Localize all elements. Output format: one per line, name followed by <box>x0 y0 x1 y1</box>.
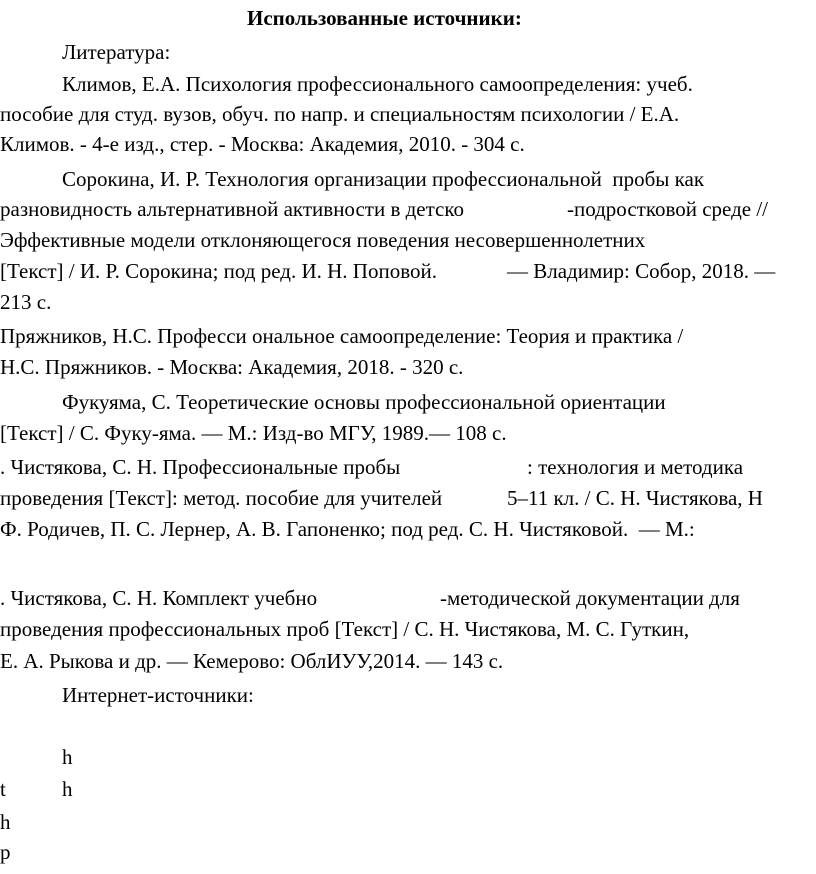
reference-line: Фукуяма, С. Теоретические основы профессиональной ориентации <box>62 390 666 414</box>
reference-line: [Текст] / И. Р. Сорокина; под ред. И. Н. Поповой. <box>0 259 437 283</box>
reference-line: [Текст] / С. Фуку-яма. — М.: Изд-во МГУ, 1989.— 108 с. <box>0 421 507 445</box>
fragment-char: p <box>0 840 11 864</box>
section-heading-literature: Литература: <box>62 40 171 64</box>
reference-line: . Чистякова, С. Н. Комплект учебно <box>0 586 318 610</box>
fragment-char: t <box>0 777 6 801</box>
reference-line: Климов, Е.А. Психология профессионального самоопределения: учеб. <box>62 72 693 96</box>
reference-line: Климов. - 4-е изд., стер. - Москва: Академия, 2010. - 304 с. <box>0 132 525 156</box>
reference-line: Эффективные модели отклоняющегося поведения несовершеннолетних <box>0 228 646 252</box>
reference-line: Е. А. Рыкова и др. — Кемерово: ОблИУУ,2014. — 143 с. <box>0 649 504 673</box>
reference-line: -методической документации для <box>440 586 740 610</box>
reference-line: Н.С. Пряжников. - Москва: Академия, 2018. - 320 с. <box>0 355 464 379</box>
reference-line: . Чистякова, С. Н. Профессиональные пробы <box>0 455 401 479</box>
fragment-char: h <box>62 777 73 801</box>
reference-line: Ф. Родичев, П. С. Лернер, А. В. Гапоненко; под ред. С. Н. Чистяковой. — М.: <box>0 517 695 541</box>
fragment-char: h <box>62 745 73 769</box>
reference-line: проведения [Текст]: метод. пособие для учителей <box>0 486 443 510</box>
fragment-char: h <box>0 810 11 834</box>
reference-line: 213 с. <box>0 290 52 314</box>
reference-line: -подростковой среде // <box>567 197 769 221</box>
section-heading-internet: Интернет-источники: <box>62 683 254 707</box>
reference-line: : технология и методика <box>527 455 744 479</box>
reference-line: 5–11 кл. / С. Н. Чистякова, Н <box>507 486 763 510</box>
reference-line: пособие для студ. вузов, обуч. по напр. и специальностям психологии / Е.А. <box>0 102 680 126</box>
reference-line: проведения профессиональных проб [Текст] / С. Н. Чистякова, М. С. Гуткин, <box>0 617 690 641</box>
reference-line: Пряжников, Н.С. Професси ональное самоопределение: Теория и практика / <box>0 324 684 348</box>
document-title: Использованные источники: <box>247 6 522 30</box>
reference-line: — Владимир: Собор, 2018. — <box>507 259 776 283</box>
reference-line: разновидность альтернативной активности в детско <box>0 197 464 221</box>
reference-line: Сорокина, И. Р. Технология организации профессиональной пробы как <box>62 167 705 191</box>
